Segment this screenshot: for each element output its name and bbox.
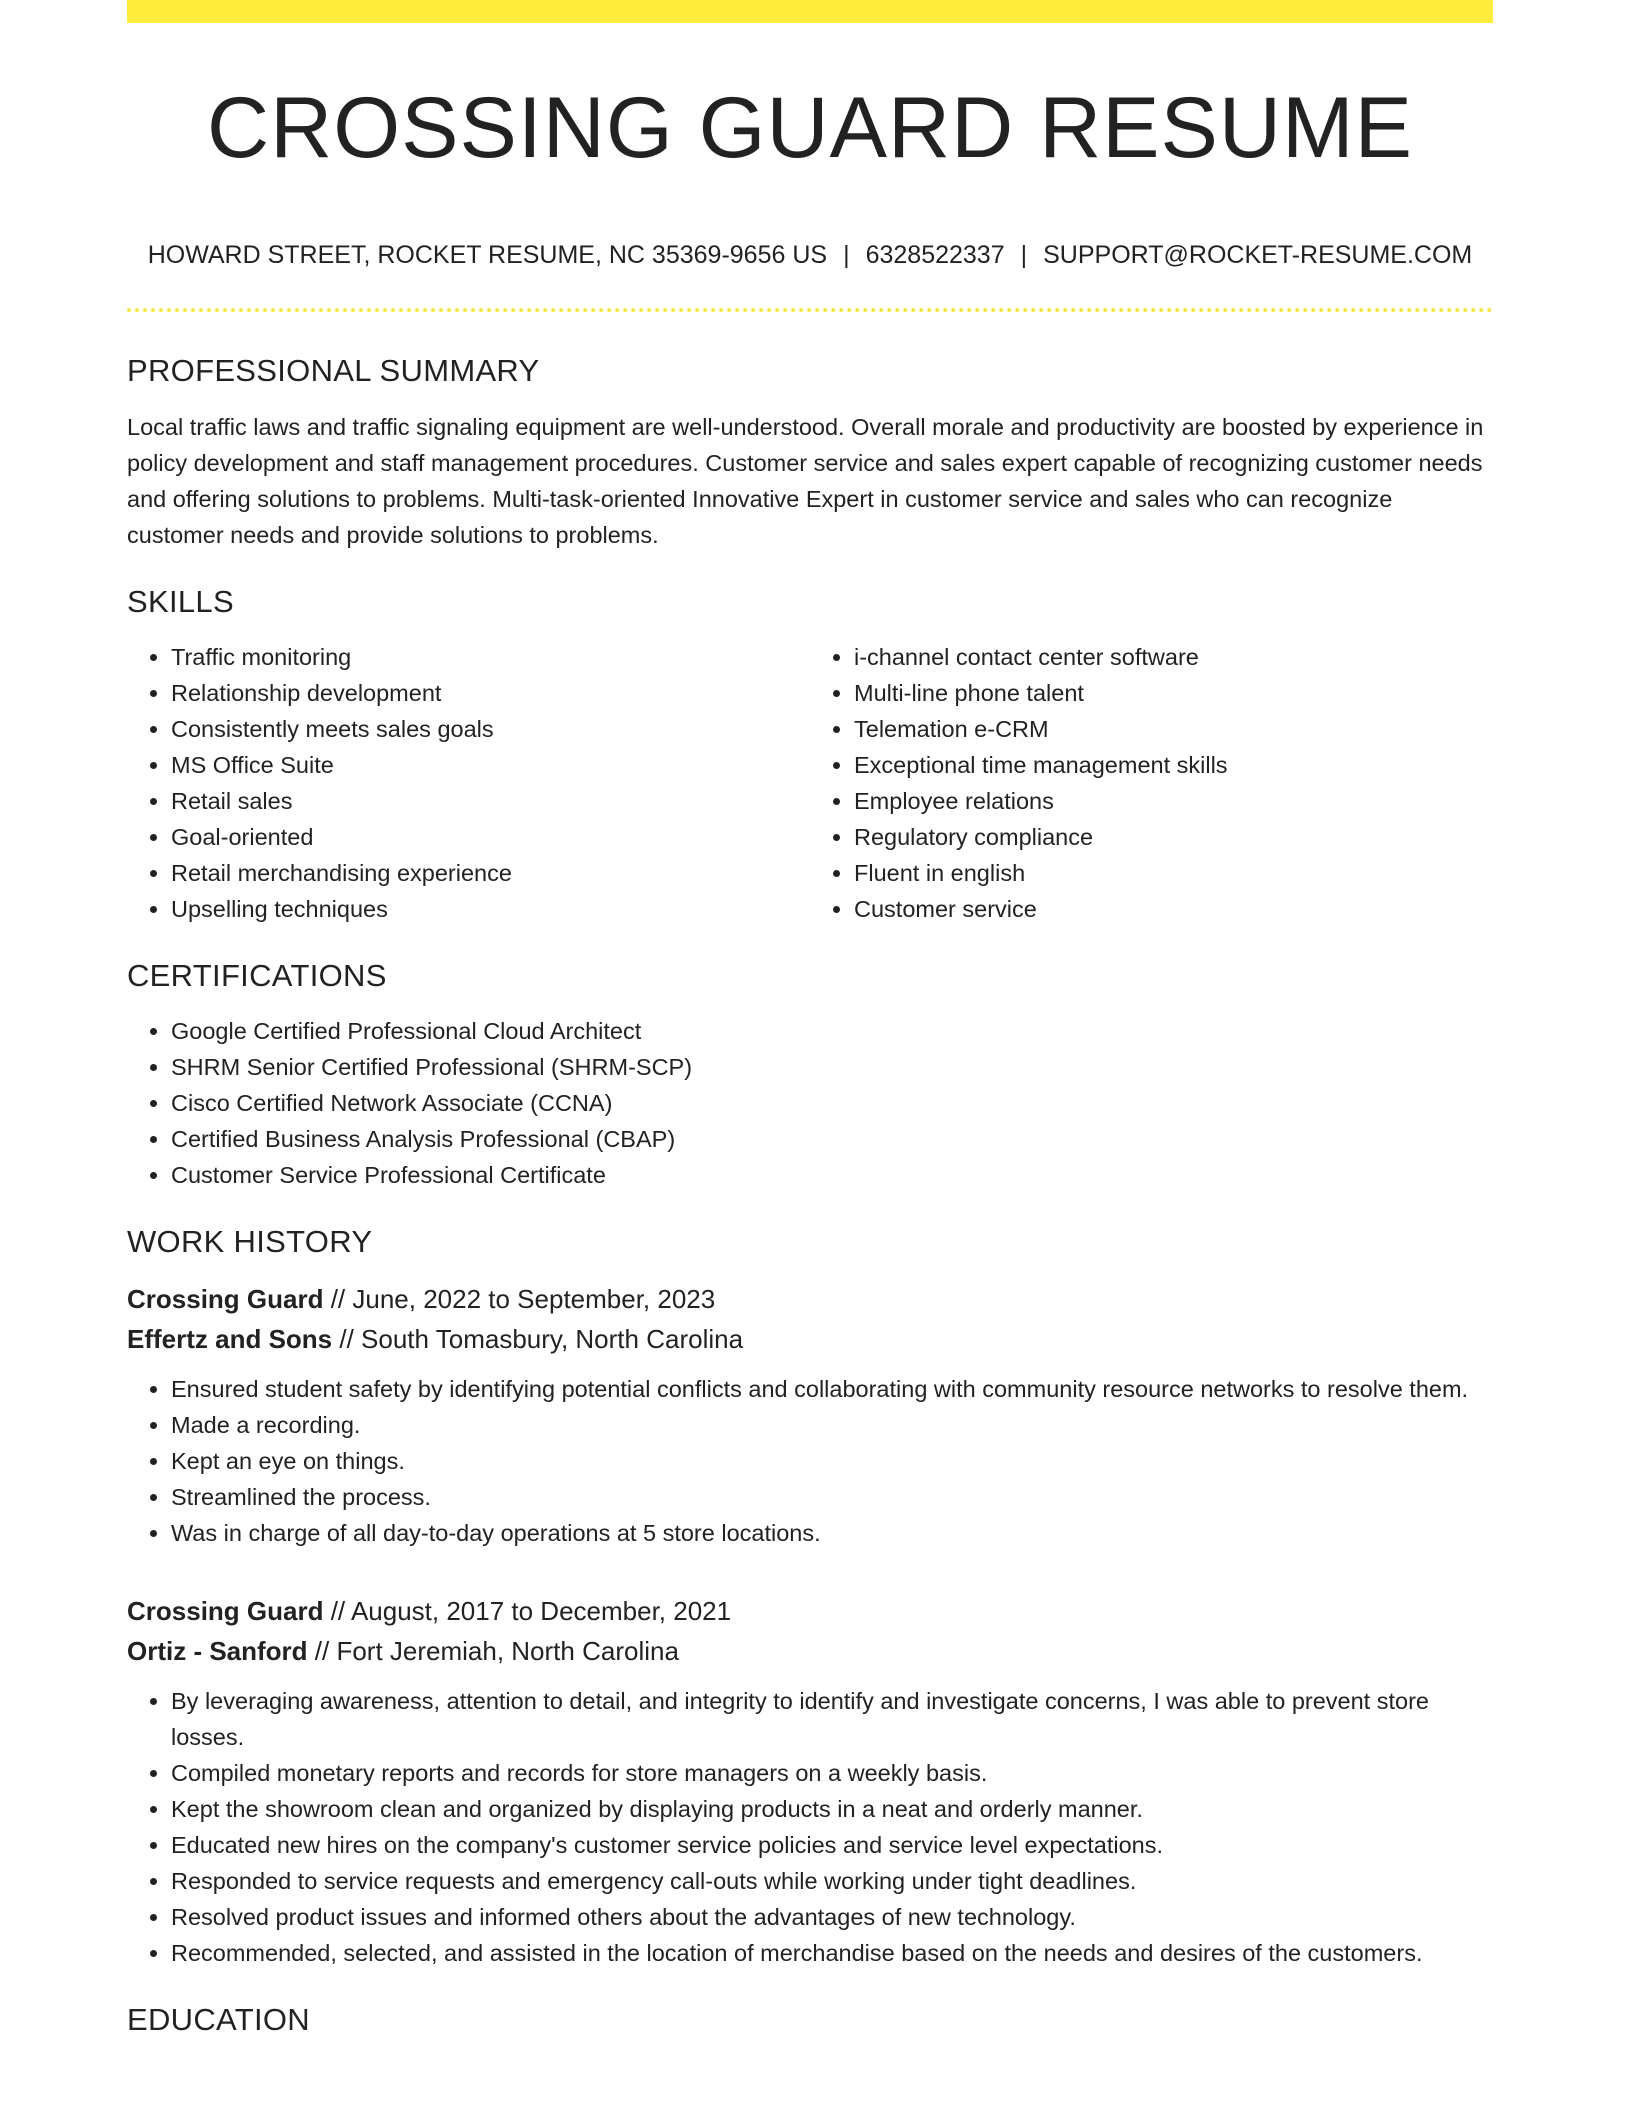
job-bullet: • Responded to service requests and emergency call-outs while working under tight deadlines. xyxy=(171,1863,1493,1899)
skill-item: • Customer service xyxy=(854,891,1493,927)
job-role-line xyxy=(127,1279,1493,1319)
skills-list-right xyxy=(810,639,1493,927)
job-bullet: • Made a recording. xyxy=(171,1407,1493,1443)
certification-item: • Google Certified Professional Cloud Architect xyxy=(171,1013,1493,1049)
skill-item: • Relationship development xyxy=(171,675,810,711)
certification-item: • SHRM Senior Certified Professional (SHRM-SCP) xyxy=(171,1049,1493,1085)
summary-heading: PROFESSIONAL SUMMARY xyxy=(127,353,540,388)
job-bullet: • Kept the showroom clean and organized by displaying products in a neat and orderly manner. xyxy=(171,1791,1493,1827)
job-bullet: • Educated new hires on the company's customer service policies and service level expectations. xyxy=(171,1827,1493,1863)
certification-item: • Cisco Certified Network Associate (CCNA) xyxy=(171,1085,1493,1121)
skill-item: • Regulatory compliance xyxy=(854,819,1493,855)
skill-item: • Goal-oriented xyxy=(171,819,810,855)
certification-item: • Certified Business Analysis Professional (CBAP) xyxy=(171,1121,1493,1157)
job-entry xyxy=(127,1591,1493,1971)
skill-item: • Traffic monitoring xyxy=(171,639,810,675)
contact-separator: | xyxy=(1020,241,1028,269)
skill-item: • Fluent in english xyxy=(854,855,1493,891)
job-location: // South Tomasbury, North Carolina xyxy=(332,1324,744,1354)
certifications-list xyxy=(127,1013,1493,1193)
job-bullet: • Compiled monetary reports and records for store managers on a weekly basis. xyxy=(171,1755,1493,1791)
contact-separator: | xyxy=(843,241,850,269)
skill-item: • Employee relations xyxy=(854,783,1493,819)
skill-item: • Retail sales xyxy=(171,783,810,819)
job-role: Crossing Guard xyxy=(127,1284,324,1314)
job-bullet: • Streamlined the process. xyxy=(171,1479,1493,1515)
certifications-heading: CERTIFICATIONS xyxy=(127,958,387,993)
skills-section xyxy=(127,586,1493,927)
summary-text: Local traffic laws and traffic signaling equipment are well-understood. Overall morale and productivity are boosted by experience in policy development and staff management procedures. Customer service and sales expert capable of recognizing customer needs and offering solutions to problems. Multi-task-oriented Innovative Expert in customer service and sales who can recognize customer needs and provide solutions to problems. xyxy=(127,414,1484,548)
job-location: // Fort Jeremiah, North Carolina xyxy=(307,1636,679,1666)
work-history-section xyxy=(127,1226,1493,1971)
skill-item: • Consistently meets sales goals xyxy=(171,711,810,747)
job-role-line xyxy=(127,1591,1493,1631)
job-dates: // August, 2017 to December, 2021 xyxy=(323,1596,732,1626)
job-entry xyxy=(127,1279,1493,1551)
job-role: Crossing Guard xyxy=(127,1596,324,1626)
job-bullet: • By leveraging awareness, attention to detail, and integrity to identify and investigate concerns, I was able to prevent store losses. xyxy=(171,1683,1493,1755)
job-company: Effertz and Sons xyxy=(127,1324,333,1354)
skill-item: • MS Office Suite xyxy=(171,747,810,783)
skills-list-left xyxy=(127,639,810,927)
accent-bar xyxy=(127,0,1493,23)
certification-item: • Customer Service Professional Certificate xyxy=(171,1157,1493,1193)
education-heading: EDUCATION xyxy=(127,2002,310,2037)
contact-phone[interactable]: 6328522337 xyxy=(865,241,1005,269)
job-bullets xyxy=(127,1371,1493,1551)
resume-page xyxy=(127,0,1493,2035)
certifications-section xyxy=(127,960,1493,1193)
skill-item: • Upselling techniques xyxy=(171,891,810,927)
job-bullets xyxy=(127,1683,1493,1971)
skill-item: • Retail merchandising experience xyxy=(171,855,810,891)
skill-item: • Exceptional time management skills xyxy=(854,747,1493,783)
contact-address: HOWARD STREET, ROCKET RESUME, NC 35369-9656 US xyxy=(147,241,828,269)
job-company-line xyxy=(127,1631,1493,1671)
job-bullet: • Recommended, selected, and assisted in the location of merchandise based on the needs and desires of the customers. xyxy=(171,1935,1493,1971)
skill-item: • Multi-line phone talent xyxy=(854,675,1493,711)
work-history-heading: WORK HISTORY xyxy=(127,1224,373,1259)
skills-heading: SKILLS xyxy=(127,584,234,619)
resume-title: CROSSING GUARD RESUME xyxy=(206,80,1414,176)
job-bullet: • Kept an eye on things. xyxy=(171,1443,1493,1479)
contact-email[interactable]: SUPPORT@ROCKET-RESUME.COM xyxy=(1043,241,1473,269)
job-bullet: • Was in charge of all day-to-day operations at 5 store locations. xyxy=(171,1515,1493,1551)
job-bullet: • Ensured student safety by identifying potential conflicts and collaborating with community resource networks to resolve them. xyxy=(171,1371,1493,1407)
header-divider xyxy=(127,308,1493,312)
skill-item: • Telemation e-CRM xyxy=(854,711,1493,747)
job-company: Ortiz - Sanford xyxy=(127,1636,308,1666)
education-section xyxy=(127,2004,1493,2035)
job-dates: // June, 2022 to September, 2023 xyxy=(323,1284,716,1314)
skill-item: • i-channel contact center software xyxy=(854,639,1493,675)
job-bullet: • Resolved product issues and informed others about the advantages of new technology. xyxy=(171,1899,1493,1935)
job-company-line xyxy=(127,1319,1493,1359)
skills-columns xyxy=(127,639,1493,927)
contact-line xyxy=(127,243,1493,268)
